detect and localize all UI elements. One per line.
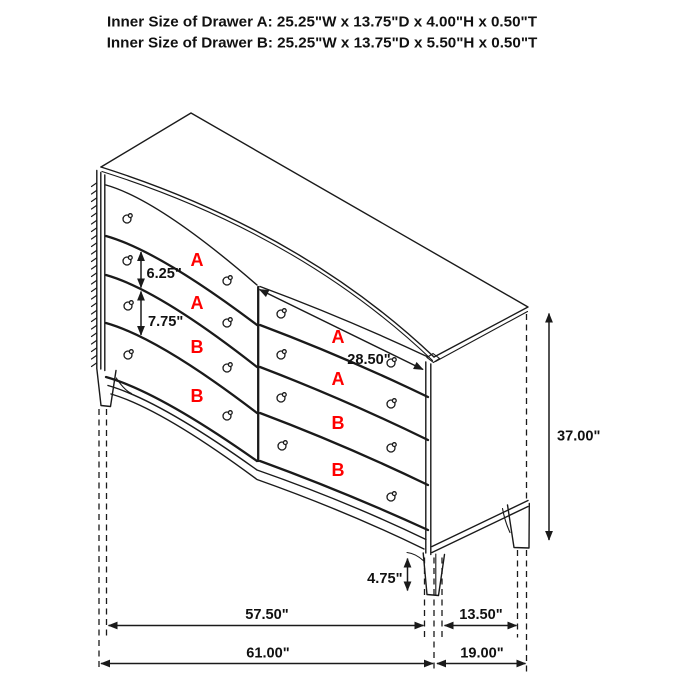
title-drawer-b: Inner Size of Drawer B: 25.25"W x 13.75"D x 5.50"H x 0.50"T [106,34,538,52]
dim-leg-height: 4.75" [367,571,403,587]
left-edge-hatching [92,183,97,367]
right-front-post [426,362,431,555]
drawer-letters [191,250,345,480]
dim-overall-depth: 19.00" [460,645,504,662]
bottom-rail-line2 [111,394,424,549]
drawer-label: B [331,460,345,480]
drawer-knob [223,411,232,420]
drawer-knob [123,256,132,265]
drawer-label: B [331,413,345,433]
back-right-leg [508,504,530,549]
dim-overall-width: 61.00" [246,645,290,662]
dim-side-leg-span: 13.50" [459,607,503,623]
dim-drawer-b-height: 7.75" [148,314,184,330]
drawer-knob [124,350,133,359]
drawer-label: B [190,386,204,406]
drawer-knob [387,443,396,452]
drawer-knob [277,309,286,318]
drawer-knob [278,441,287,450]
drawer-label: B [190,337,204,357]
drawer-label: A [190,293,204,313]
drawer-knob [387,399,396,408]
dresser-drawing [92,113,530,596]
front-right-leg-bracket [407,553,423,561]
front-left-leg [97,369,116,407]
drawer-knob [387,492,396,501]
title-drawer-a: Inner Size of Drawer A: 25.25"W x 13.75"D x 4.00"H x 0.50"T [106,13,538,31]
drawer-knob [277,393,286,402]
dim-drawer-a-height: 6.25" [146,266,182,282]
drawer-label: A [331,369,345,389]
drawer-knob [277,350,286,359]
drawer-label: A [190,250,204,270]
dim-overall-height: 37.00" [557,428,601,445]
dim-front-leg-span: 57.50" [245,607,289,623]
drawer-knob [124,301,133,310]
dim-drawer-section-width: 28.50" [347,352,391,368]
left-stile-lines [97,171,105,371]
drawer-knob [223,318,232,327]
extension-lines [99,409,527,672]
drawer-label: A [331,327,345,347]
drawer-knob [223,363,232,372]
drawer-knob [223,276,232,285]
drawer-knob [123,214,132,223]
dimension-labels [147,266,601,662]
